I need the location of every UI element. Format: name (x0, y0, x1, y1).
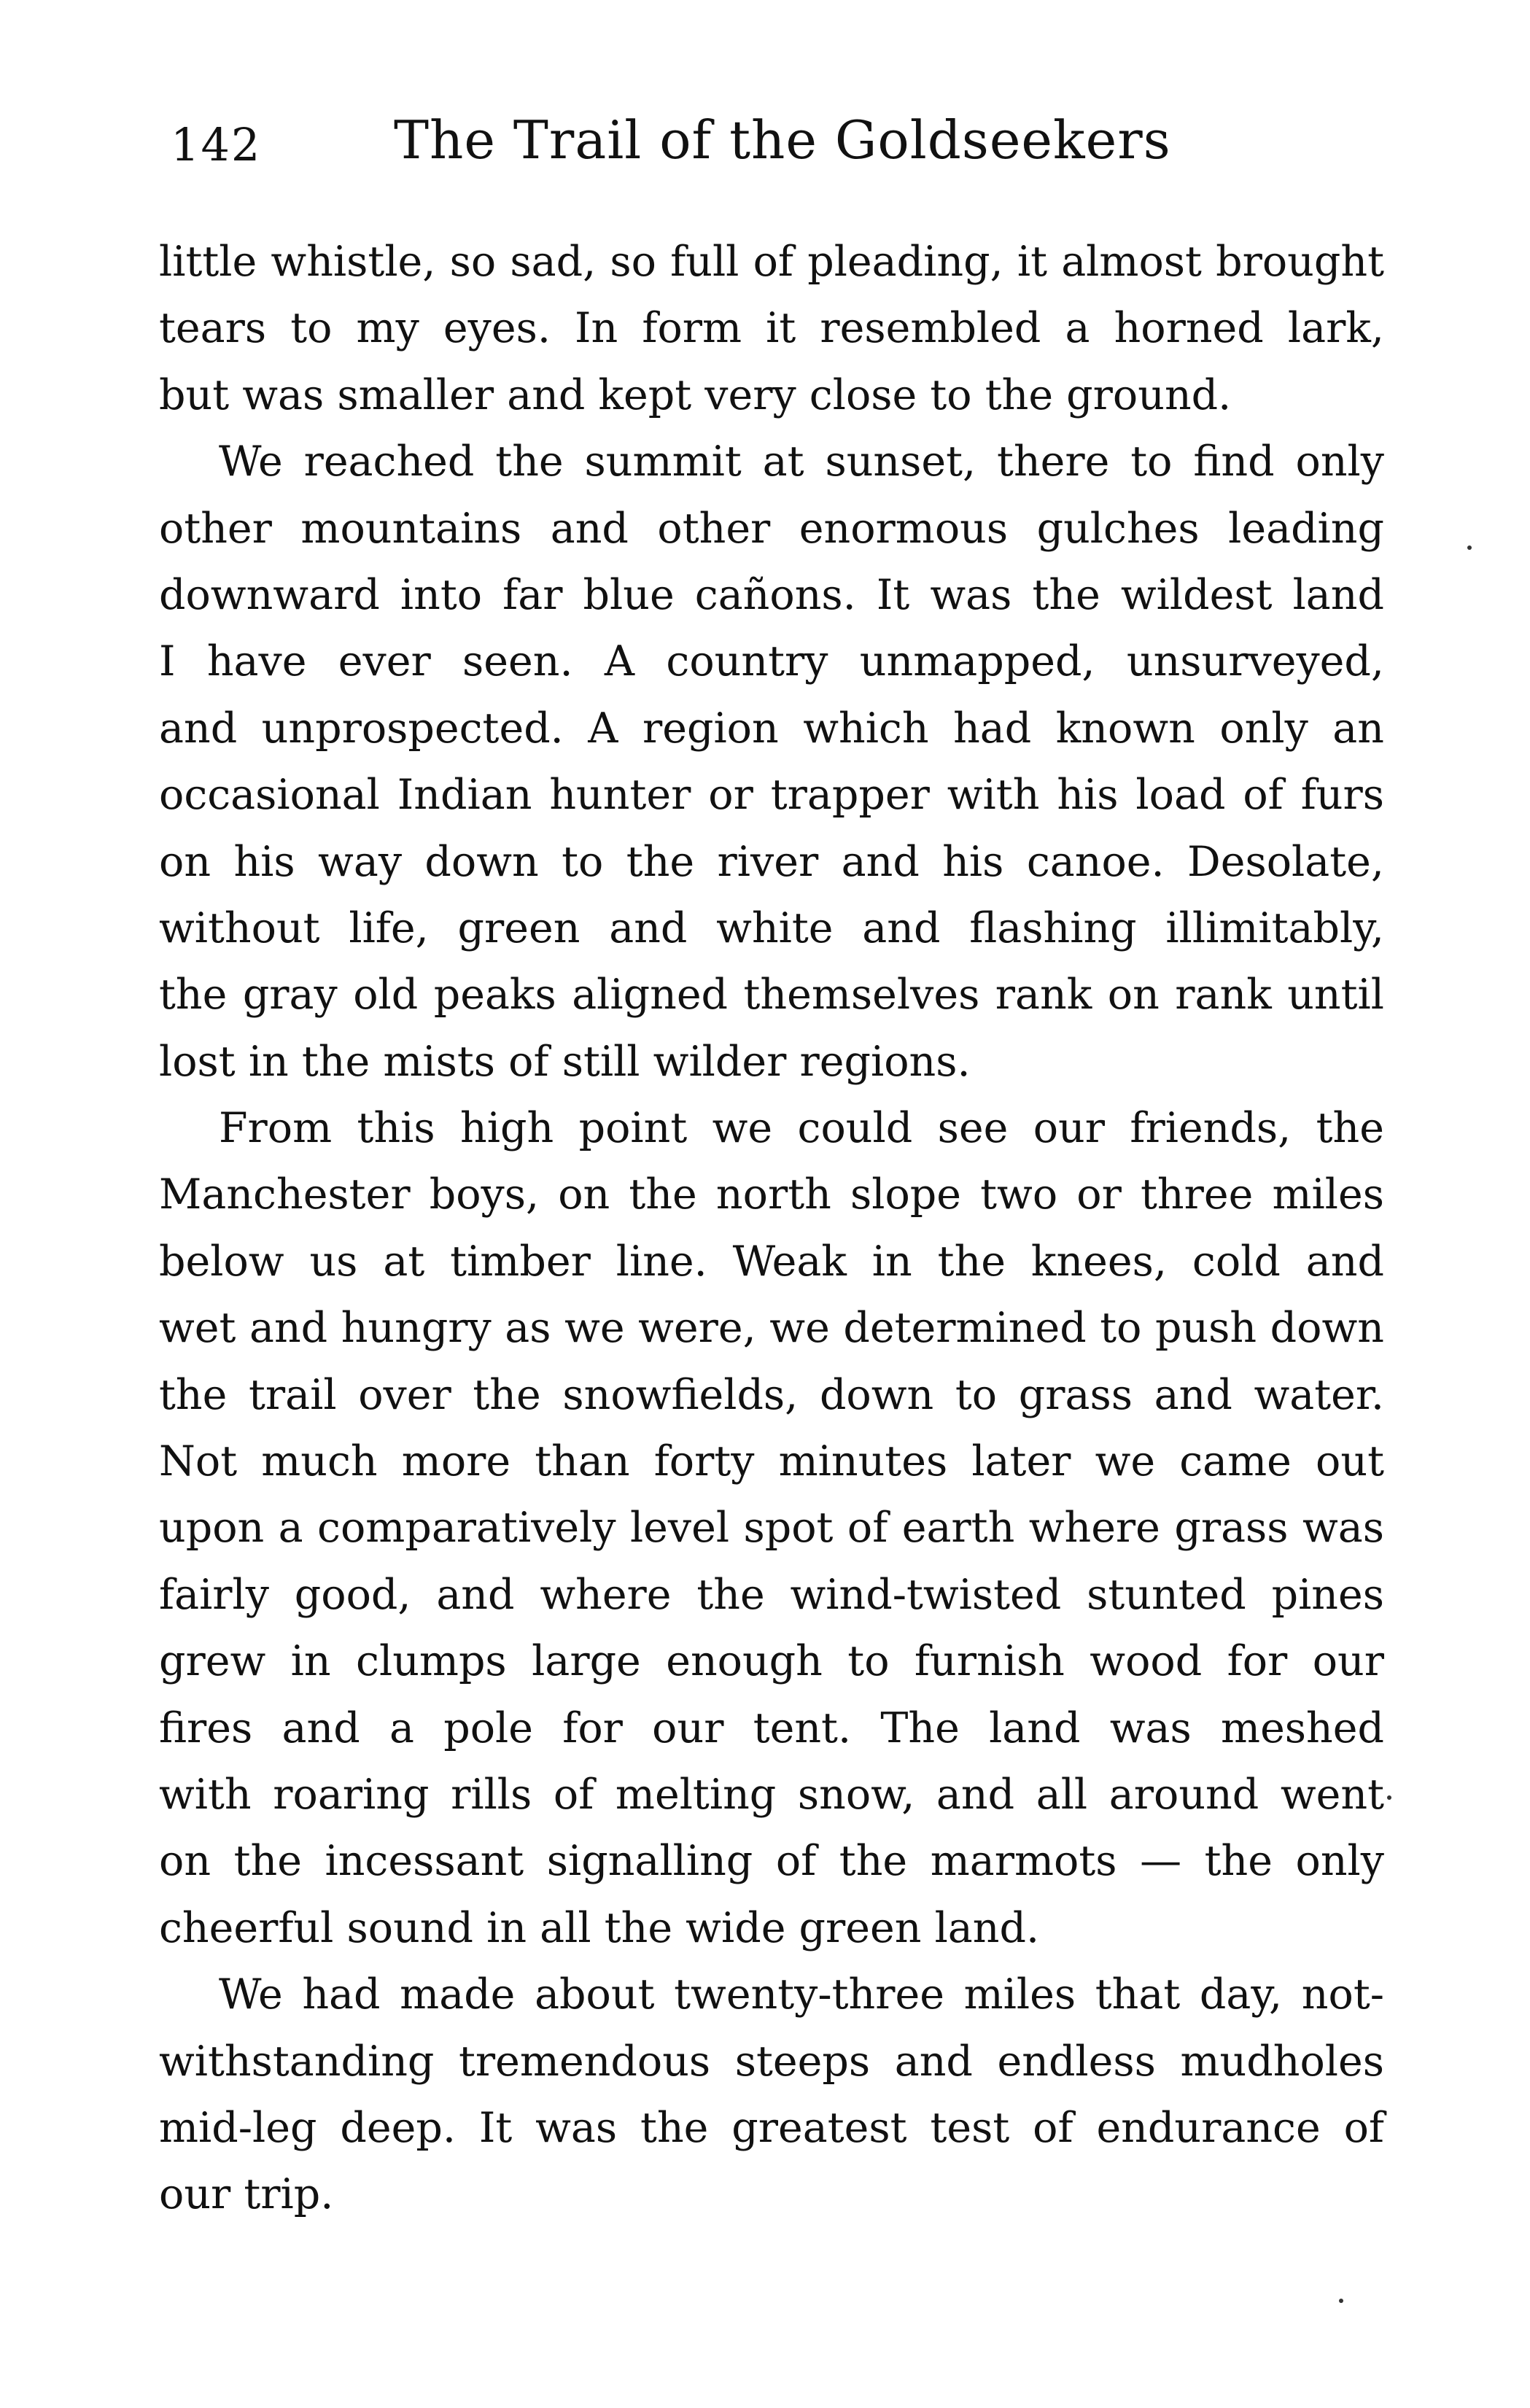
text-line: withstanding tremendous steeps and endless mudholes (159, 2037, 1384, 2086)
text-line: downward into far blue cañons. It was the wildest land (159, 570, 1384, 619)
text-line: our trip. (159, 2170, 334, 2219)
text-line: Not much more than forty minutes later we came out (159, 1437, 1384, 1486)
text-line: cheerful sound in all the wide green land. (159, 1903, 1040, 1952)
page-number: 142 (171, 118, 262, 171)
text-line: wet and hungry as we were, we determined to push down (159, 1304, 1384, 1353)
text-line: but was smaller and kept very close to the ground. (159, 370, 1232, 419)
text-line: little whistle, so sad, so full of pleading, it almost brought (159, 238, 1384, 286)
text-line: with roaring rills of melting snow, and all around went (159, 1770, 1384, 1819)
print-speck (1467, 545, 1472, 550)
text-line: lost in the mists of still wilder regions. (159, 1037, 971, 1086)
text-line: Manchester boys, on the north slope two or three miles (159, 1170, 1384, 1219)
text-line: on the incessant signalling of the marmots — the only (159, 1837, 1384, 1886)
text-line: From this high point we could see our friends, the (219, 1104, 1384, 1153)
running-title: The Trail of the Goldseekers (394, 109, 1171, 171)
running-header (160, 109, 1371, 182)
text-line: the gray old peaks aligned themselves rank on rank until (159, 971, 1384, 1019)
text-line: tears to my eyes. In form it resembled a horned lark, (159, 304, 1384, 353)
text-line: I have ever seen. A country unmapped, unsurveyed, (159, 637, 1384, 686)
print-speck (1387, 1795, 1391, 1800)
text-line: fires and a pole for our tent. The land was meshed (159, 1704, 1384, 1752)
text-line: grew in clumps large enough to furnish wood for our (159, 1637, 1384, 1686)
text-line: We had made about twenty-three miles that day, not- (219, 1970, 1384, 2019)
text-line: fairly good, and where the wind-twisted stunted pines (159, 1570, 1384, 1619)
text-line: and unprospected. A region which had known only an (159, 704, 1384, 753)
text-line: below us at timber line. Weak in the knees, cold and (159, 1237, 1384, 1286)
text-line: on his way down to the river and his canoe. Desolate, (159, 837, 1384, 886)
text-line: occasional Indian hunter or trapper with his load of furs (159, 771, 1384, 820)
text-line: other mountains and other enormous gulches leading (159, 504, 1384, 553)
print-speck (1339, 2299, 1343, 2303)
text-line: We reached the summit at sunset, there to find only (219, 438, 1384, 486)
text-line: without life, green and white and flashing illimitably, (159, 904, 1384, 952)
text-line: the trail over the snowfields, down to grass and water. (159, 1370, 1384, 1419)
body-text (159, 229, 1384, 2229)
text-line: mid-leg deep. It was the greatest test of endurance of (159, 2103, 1384, 2152)
text-line: upon a comparatively level spot of earth where grass was (159, 1504, 1384, 1553)
